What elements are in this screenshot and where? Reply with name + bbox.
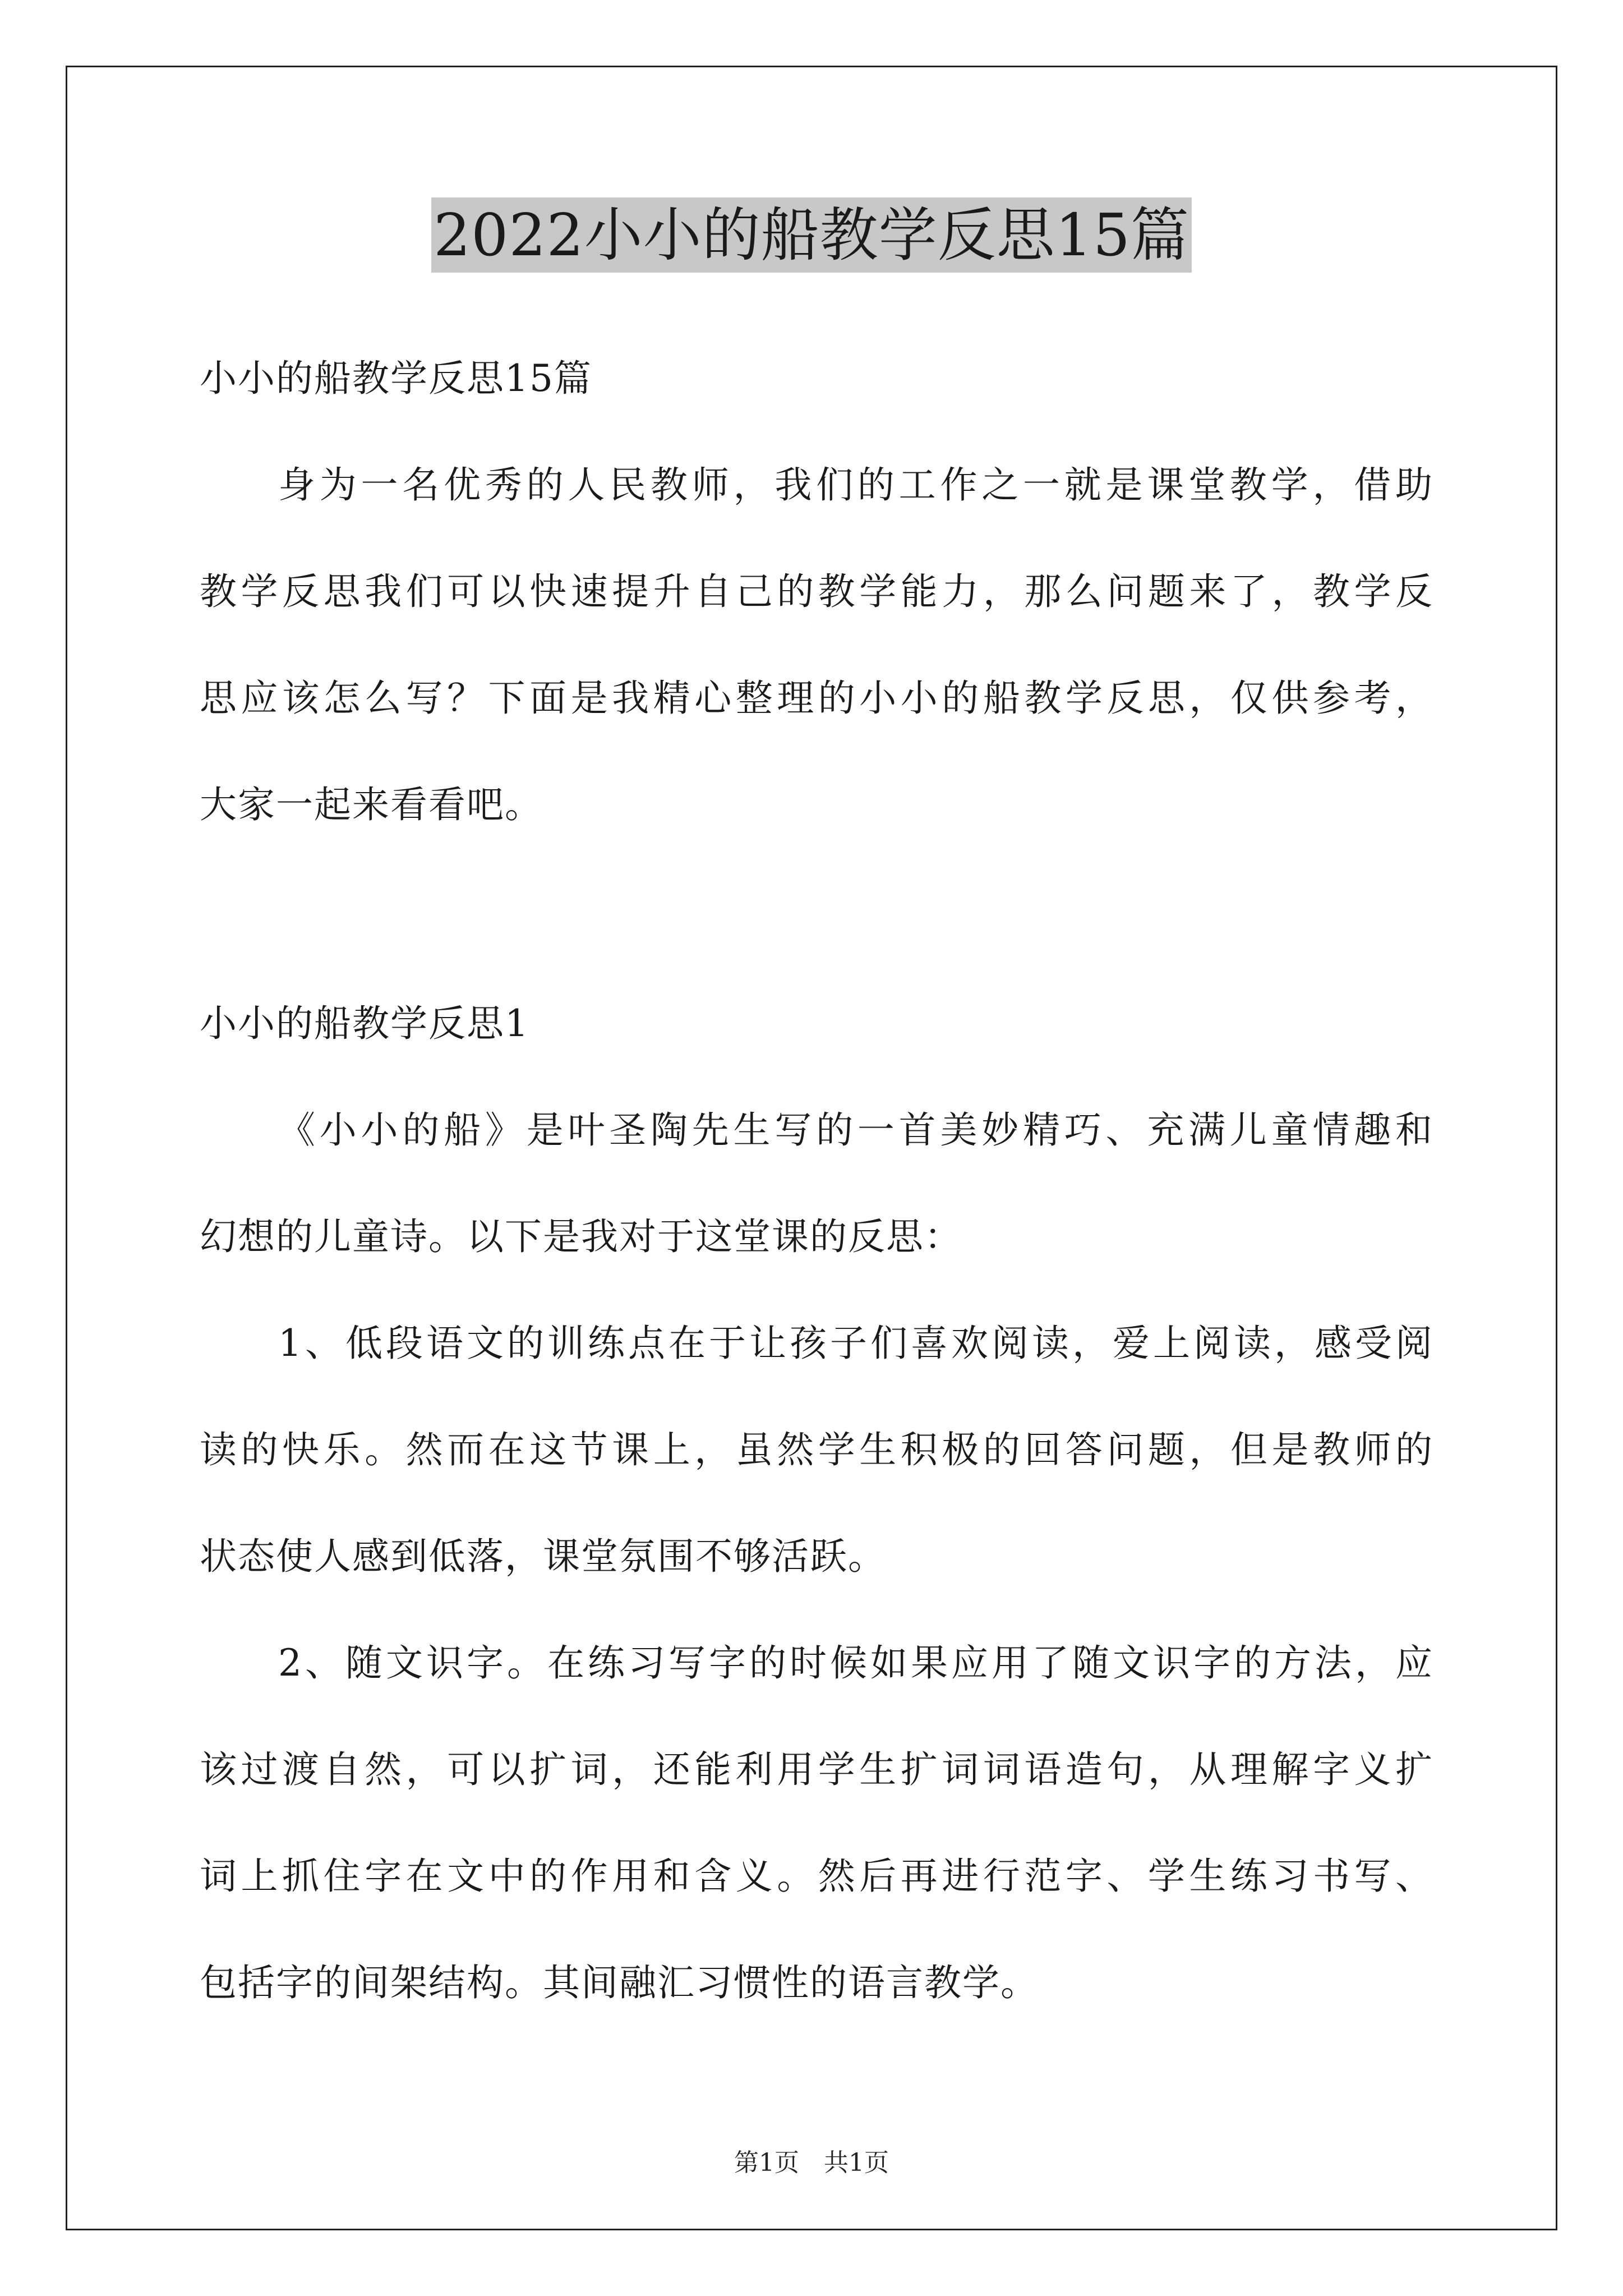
intro-line: 教学反思我们可以快速提升自己的教学能力，那么问题来了，教学反 bbox=[200, 570, 1433, 613]
intro-line: 身为一名优秀的人民教师，我们的工作之一就是课堂教学，借助 bbox=[278, 463, 1433, 507]
paragraph-line: 状态使人感到低落，课堂氛围不够活跃。 bbox=[200, 1535, 886, 1578]
page-total: 共1页 bbox=[824, 2148, 889, 2177]
paragraph-line: 该过渡自然，可以扩词，还能利用学生扩词词语造句，从理解字义扩 bbox=[200, 1748, 1433, 1791]
title-container bbox=[0, 197, 1623, 273]
paragraph-line: 《小小的船》是叶圣陶先生写的一首美妙精巧、充满儿童情趣和 bbox=[278, 1108, 1433, 1152]
document-title: 2022小小的船教学反思15篇 bbox=[431, 197, 1192, 273]
paragraph-line: 1、低段语文的训练点在于让孩子们喜欢阅读，爱上阅读，感受阅 bbox=[278, 1322, 1433, 1365]
paragraph-line: 读的快乐。然而在这节课上，虽然学生积极的回答问题，但是教师的 bbox=[200, 1428, 1433, 1471]
paragraph-line: 词上抓住字在文中的作用和含义。然后再进行范字、学生练习书写、 bbox=[200, 1855, 1433, 1898]
intro-line: 大家一起来看看吧。 bbox=[200, 783, 543, 826]
intro-line: 思应该怎么写？下面是我精心整理的小小的船教学反思，仅供参考， bbox=[200, 677, 1433, 720]
paragraph-line: 2、随文识字。在练习写字的时候如果应用了随文识字的方法，应 bbox=[278, 1641, 1433, 1685]
document-subtitle: 小小的船教学反思15篇 bbox=[200, 357, 592, 400]
paragraph-line: 幻想的儿童诗。以下是我对于这堂课的反思： bbox=[200, 1215, 962, 1258]
page-footer bbox=[0, 2147, 1623, 2179]
paragraph-line: 包括字的间架结构。其间融汇习惯性的语言教学。 bbox=[200, 1961, 1039, 2004]
section-heading: 小小的船教学反思1 bbox=[200, 1002, 529, 1045]
page-number: 第1页 bbox=[734, 2148, 799, 2177]
